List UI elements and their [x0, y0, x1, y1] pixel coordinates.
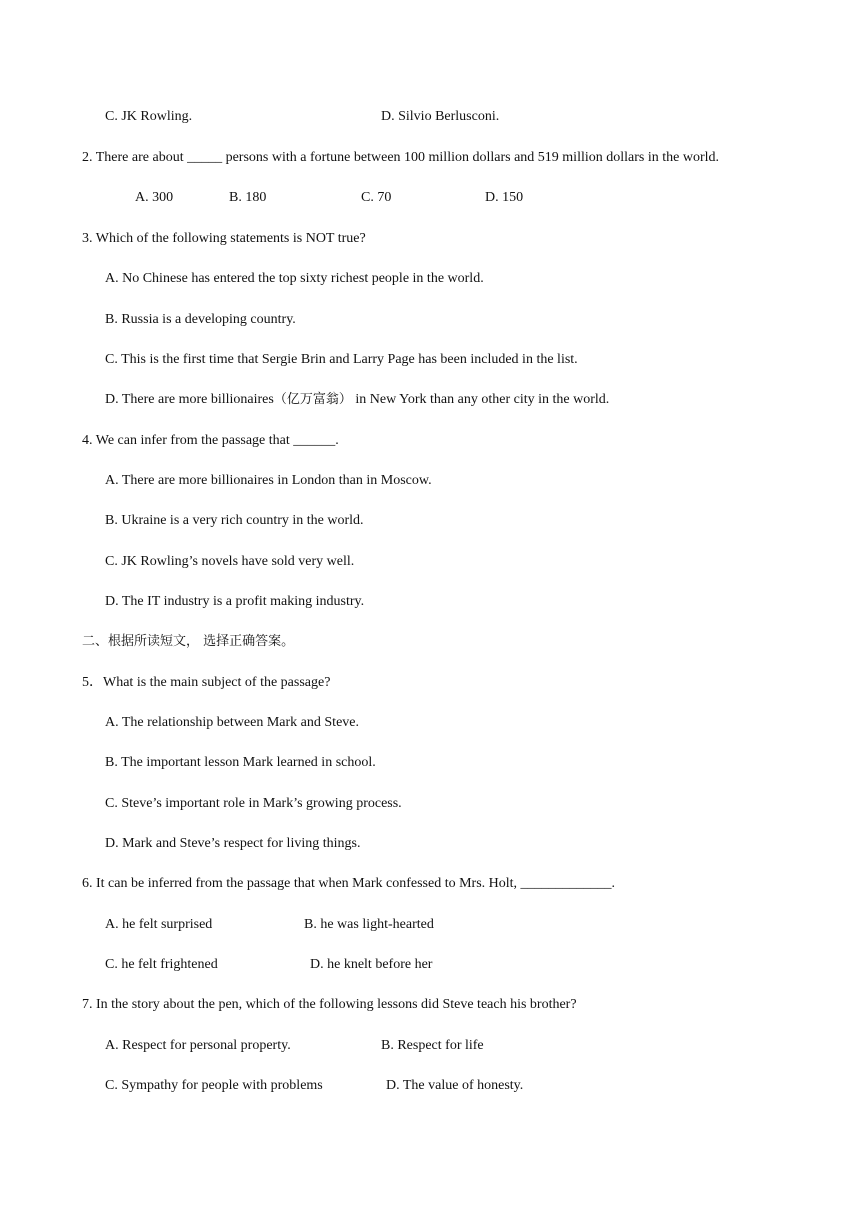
- q1-option-d: D. Silvio Berlusconi.: [381, 109, 500, 124]
- q2-option-b: B. 180: [229, 190, 267, 205]
- q6-option-d: D. he knelt before her: [310, 957, 433, 972]
- q4-option-d: D. The IT industry is a profit making industry.: [105, 594, 365, 609]
- q6-option-a: A. he felt surprised: [105, 917, 213, 932]
- q5-option-c: C. Steve’s important role in Mark’s growing process.: [105, 796, 402, 811]
- q3-option-d-text: D. There are more billionaires: [105, 392, 274, 407]
- q4-option-c: C. JK Rowling’s novels have sold very well.: [105, 554, 355, 569]
- q4-option-a: A. There are more billionaires in London than in Moscow.: [105, 473, 432, 488]
- q6-option-b: B. he was light-hearted: [304, 917, 434, 932]
- q2-option-a: A. 300: [135, 190, 174, 205]
- q7-stem: 7. In the story about the pen, which of the following lessons did Steve teach his brother?: [82, 997, 577, 1012]
- q5-option-a: A. The relationship between Mark and Steve.: [105, 715, 360, 730]
- q3-option-d-text-end: in New York than any other city in the world.: [351, 392, 610, 407]
- q6-stem: 6. It can be inferred from the passage that when Mark confessed to Mrs. Holt, _____________.: [82, 876, 616, 891]
- q3-option-d-gloss: （亿万富翁）: [273, 392, 352, 407]
- q5-option-b: B. The important lesson Mark learned in school.: [105, 755, 376, 770]
- q3-option-c: C. This is the first time that Sergie Brin and Larry Page has been included in the list.: [105, 352, 578, 367]
- q6-option-c: C. he felt frightened: [105, 957, 218, 972]
- q2-option-c: C. 70: [361, 190, 392, 205]
- q2-stem: 2. There are about _____ persons with a fortune between 100 million dollars and 519 million dollars in the world.: [82, 150, 719, 165]
- q3-option-d: [105, 391, 609, 409]
- q5-stem: 5．What is the main subject of the passage?: [82, 675, 331, 690]
- q7-option-c: C. Sympathy for people with problems: [105, 1078, 323, 1093]
- q5-option-d: D. Mark and Steve’s respect for living things.: [105, 836, 361, 851]
- section-2-heading: 二、根据所读短文， 选择正确答案。: [82, 634, 295, 649]
- q2-option-d: D. 150: [485, 190, 524, 205]
- q3-stem: 3. Which of the following statements is NOT true?: [82, 231, 366, 246]
- q4-option-b: B. Ukraine is a very rich country in the world.: [105, 513, 364, 528]
- q7-option-a: A. Respect for personal property.: [105, 1038, 291, 1053]
- q4-stem: 4. We can infer from the passage that ______.: [82, 433, 339, 448]
- q7-option-d: D. The value of honesty.: [386, 1078, 524, 1093]
- q3-option-a: A. No Chinese has entered the top sixty richest people in the world.: [105, 271, 484, 286]
- q3-option-b: B. Russia is a developing country.: [105, 312, 296, 327]
- q1-option-c: C. JK Rowling.: [105, 109, 193, 124]
- q7-option-b: B. Respect for life: [381, 1038, 484, 1053]
